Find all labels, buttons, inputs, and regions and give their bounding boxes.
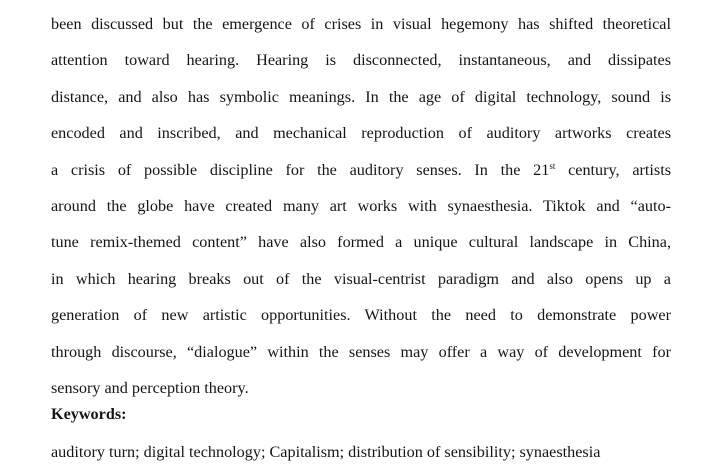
abstract-line: around the globe have created many art works with synaesthesia. Tiktok and “auto- — [51, 196, 671, 215]
keywords-list: auditory turn; digital technology; Capitalism; distribution of sensibility; synaesthesia — [51, 443, 601, 461]
abstract-line: tune remix-themed content” have also formed a unique cultural landscape in China, — [51, 233, 671, 252]
abstract-paragraph — [51, 6, 671, 406]
abstract-line: attention toward hearing. Hearing is disconnected, instantaneous, and dissipates — [51, 51, 671, 70]
abstract-line-end: century, artists — [555, 160, 672, 179]
keywords-heading: Keywords: — [51, 405, 127, 423]
abstract-line: in which hearing breaks out of the visual-centrist paradigm and also opens up a — [51, 269, 671, 288]
abstract-line: distance, and also has symbolic meanings. In the age of digital technology, sound is — [51, 87, 671, 106]
abstract-line: through discourse, “dialogue” within the senses may offer a way of development for — [51, 342, 671, 361]
abstract-line-start: a crisis of possible discipline for the auditory senses. In the 21 — [51, 160, 550, 179]
ordinal-superscript: st — [549, 160, 556, 171]
abstract-line-with-superscript — [51, 152, 671, 188]
abstract-line: generation of new artistic opportunities. Without the need to demonstrate power — [51, 306, 671, 325]
abstract-line: sensory and perception theory. — [51, 378, 249, 397]
abstract-line: been discussed but the emergence of crises in visual hegemony has shifted theoretical — [51, 15, 671, 33]
abstract-line: encoded and inscribed, and mechanical reproduction of auditory artworks creates — [51, 124, 671, 143]
